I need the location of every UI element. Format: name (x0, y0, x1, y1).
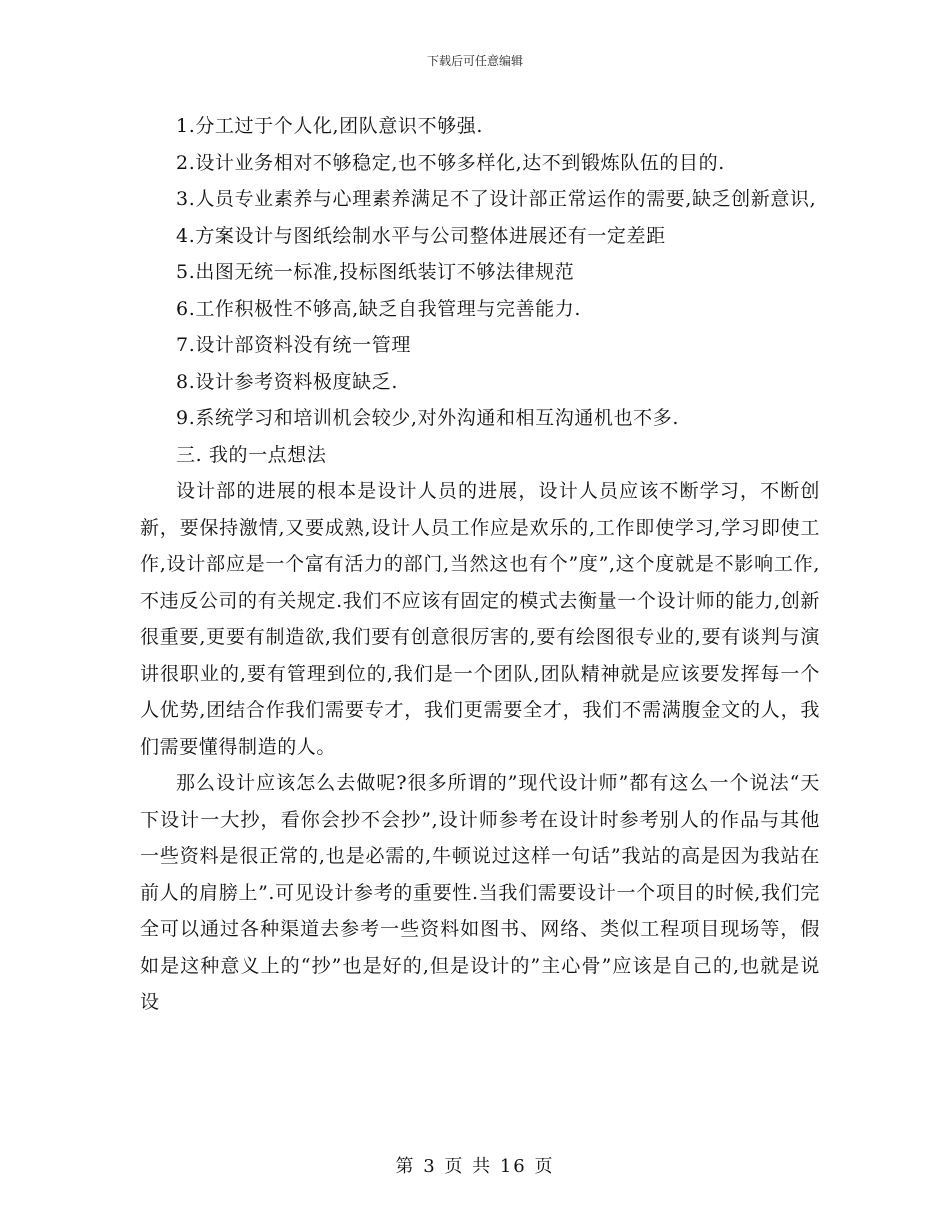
document-body (140, 108, 820, 1021)
list-item: 3.人员专业素养与心理素养满足不了设计部正常运作的需要,缺乏创新意识, (176, 188, 817, 210)
list-item: 1.分工过于个人化,团队意识不够强. (176, 115, 484, 137)
paragraph: 设计部的进展的根本是设计人员的进展，设计人员应该不断学习，不断创新，要保持激情,又要成熟,设计人员工作应是欢乐的,工作即使学习,学习即使工作,设计部应是一个富有活力的部门,当然这也有个”度”,这个度就是不影响工作,不违反公司的有关规定.我们不应该有固定的模式去衡量一个设计师的能力,创新很重要,更要有制造欲,我们要有创意很厉害的,要有绘图很专业的,要有谈判与演讲很职业的,要有管理到位的,我们是一个团队,团队精神就是应该要发挥每一个人优势,团结合作我们需要专才，我们更需要全才，我们不需满腹金文的人，我们需要懂得制造的人。 (140, 480, 820, 758)
paragraph: 那么设计应该怎么去做呢?很多所谓的”现代设计师”都有这么一个说法“天下设计一大抄，看你会抄不会抄”,设计师参考在设计时参考别人的作品与其他一些资料是很正常的,也是必需的,牛顿说过这样一句话”我站的高是因为我站在前人的肩膀上”.可见设计参考的重要性.当我们需要设计一个项目的时候,我们完全可以通过各种渠道去参考一些资料如图书、网络、类似工程项目现场等，假如是这种意义上的“抄”也是好的,但是设计的”主心骨”应该是自己的,也就是说设 (140, 772, 820, 1013)
list-item: 2.设计业务相对不够稳定,也不够多样化,达不到锻炼队伍的目的. (176, 151, 725, 174)
list-item: 6.工作积极性不够高,缺乏自我管理与完善能力. (176, 297, 582, 320)
list-item: 4.方案设计与图纸绘制水平与公司整体进展还有一定差距 (176, 224, 666, 247)
page-header: 下载后可任意编辑 (426, 54, 523, 68)
page-footer: 第 3 页 共 16 页 (395, 1156, 555, 1177)
list-item: 9.系统学习和培训机会较少,对外沟通和相互沟通机也不多. (176, 407, 680, 429)
list-item: 7.设计部资料没有统一管理 (176, 334, 411, 356)
section-heading: 三. 我的一点想法 (176, 443, 327, 466)
list-item: 5.出图无统一标准,投标图纸装订不够法律规范 (176, 261, 575, 283)
list-item: 8.设计参考资料极度缺乏. (176, 370, 398, 393)
